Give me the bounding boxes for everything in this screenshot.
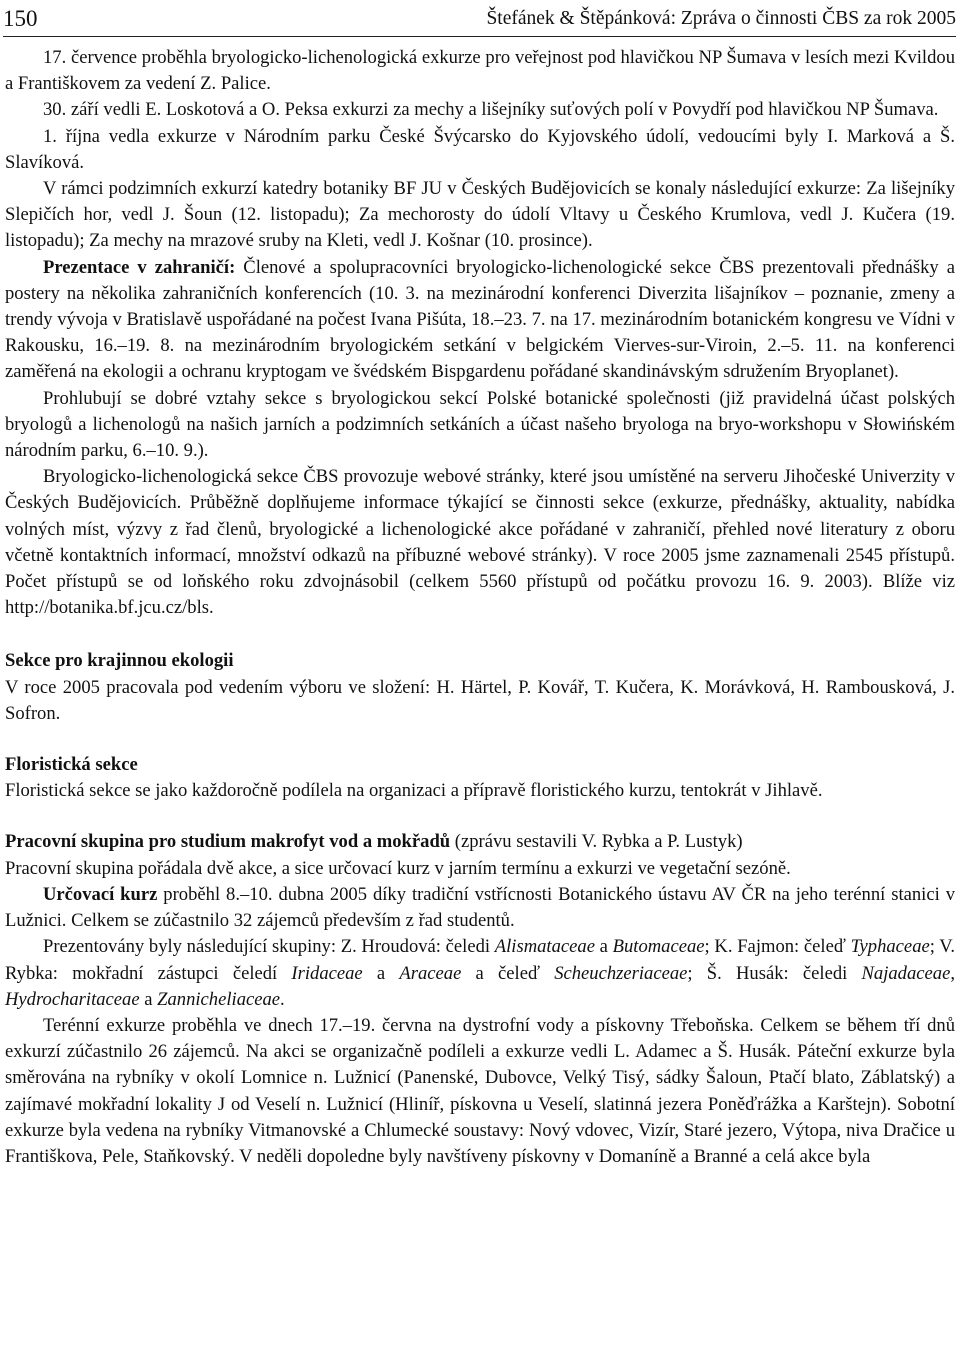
heading-floristic-section: Floristická sekce: [5, 754, 138, 776]
taxon-name: Najadaceae: [861, 962, 951, 984]
article-body: [5, 45, 955, 1170]
taxon-name: Alismataceae: [494, 936, 595, 958]
groups-text: .: [280, 988, 285, 1010]
groups-text: ,: [950, 962, 955, 984]
identification-course-lead: Určovací kurz: [43, 883, 158, 905]
paragraph-polish-relations: Prohlubují se dobré vztahy sekce s bryologickou sekcí Polské botanické společnosti (již pravidelná účast polských bryologů a lichenologů na našich jarních a podzimních setkáních a účast našeho bryologa na bryo-workshopu v Słowińském národním parku, 6.–10. 9.).: [5, 387, 955, 462]
groups-text: ; V. Rybka: mokřadní zástupci čeledí: [5, 936, 955, 984]
paragraph-excursion-sumava: 17. července proběhla bryologicko-lichenologická exkurze pro veřejnost pod hlavičkou NP Šumava v lesích mezi Kvildou a Františkovem za vedení Z. Palice.: [5, 47, 955, 95]
taxon-name: Scheuchzeriaceae: [554, 962, 688, 984]
identification-course-text: proběhl 8.–10. dubna 2005 díky tradiční vstřícnosti Botanického ústavu AV ČR na jeho terénní stanici v Lužnici. Celkem se zúčastnilo 32 zájemců především z řad studentů.: [5, 883, 955, 932]
page-header: [3, 6, 956, 37]
taxon-name: Typhaceae: [850, 936, 930, 958]
groups-text: a čeleď: [461, 962, 555, 984]
groups-text: a: [139, 988, 158, 1010]
groups-text: ; Š. Husák: čeledi: [687, 962, 862, 984]
taxon-name: Araceae: [399, 962, 462, 984]
groups-text: a: [362, 962, 400, 984]
paragraph-presented-groups: [5, 934, 955, 1013]
paragraph-identification-course: [5, 882, 955, 934]
heading-landscape-ecology: Sekce pro krajinnou ekologii: [5, 650, 234, 672]
paragraph-macrophytes-intro: Pracovní skupina pořádala dvě akce, a sice určovací kurz v jarním termínu a exkurzi ve vegetační sezóně.: [5, 857, 791, 879]
paragraph-excursion-povydri: 30. září vedli E. Loskotová a O. Peksa exkurzi za mechy a lišejníky suťových polí v Povydří pod hlavičkou NP Šumava.: [43, 99, 939, 121]
paragraph-presentations-abroad: [5, 255, 955, 386]
running-title: Štefánek & Štěpánková: Zpráva o činnosti ČBS za rok 2005: [486, 8, 956, 29]
heading-macrophytes-group: [5, 829, 955, 855]
paragraph-excursion-ceske-svycarsko: 1. října vedla exkurze v Národním parku České Švýcarsko do Kyjovského údolí, vedoucími byly I. Marková a Š. Slavíková.: [5, 125, 955, 173]
taxon-name: Iridaceae: [291, 962, 363, 984]
groups-text: ; K. Fajmon: čeleď: [704, 936, 851, 958]
page-number: 150: [3, 6, 38, 31]
taxon-name: Zannicheliaceae: [157, 988, 281, 1010]
paragraph-website: Bryologicko-lichenologická sekce ČBS provozuje webové stránky, které jsou umístěné na serveru Jihočeské Univerzity v Českých Budějovicích. Průběžně doplňujeme informace týkající se činnosti sekce (exkurze, přednášky, aktuality, nabídka volných míst, výzvy z řad členů, bryologické a lichenologické akce pořádané v zahraničí, přehled nové literatury z oboru včetně kontaktních informací, množství odkazů na příbuzné webové stránky). V roce 2005 jsme zaznamenali 2545 přístupů. Počet přístupů se od loňského roku zdvojnásobil (celkem 5560 přístupů od počátku provozu 16. 9. 2003). Blíže viz http://botanika.bf.jcu.cz/bls.: [5, 466, 955, 619]
groups-text: Prezentovány byly následující skupiny: Z. Hroudová: čeledi: [43, 936, 495, 958]
taxon-name: Hydrocharitaceae: [5, 988, 140, 1010]
paragraph-autumn-excursions: V rámci podzimních exkurzí katedry botaniky BF JU v Českých Budějovicích se konaly následující exkurze: Za lišejníky Slepičích hor, vedl J. Šoun (12. listopadu); Za mechorosty do údolí Vltavy u Českého Krumlova, vedl J. Kučera (19. listopadu); Za mechy na mrazové sruby na Kleti, vedl J. Košnar (10. prosince).: [5, 178, 955, 252]
paragraph-landscape-ecology: V roce 2005 pracovala pod vedením výboru ve složení: H. Härtel, P. Kovář, T. Kučera, K. Morávková, H. Rambousková, J. Sofron.: [5, 676, 955, 724]
taxon-name: Butomaceae: [612, 936, 705, 958]
macrophytes-heading-title: Pracovní skupina pro studium makrofyt vod a mokřadů: [5, 831, 451, 853]
presentations-abroad-text: Členové a spolupracovníci bryologicko-lichenologické sekce ČBS prezentovali přednášky a postery na několika zahraničních konferencích (10. 3. na mezinárodní konferenci Diverzita lišajníkov – poznanie, zmeny a trendy vývoja v Bratislavě uspořádané na počest Ivana Pišúta, 18.–23. 7. na 17. mezinárodním botanickém kongresu ve Vídni v Rakousku, 16.–19. 8. na mezinárodním bryologickém setkání v belgickém Vierves-sur-Viroin, 2.–5. 11. na konferenci zaměřená na ekologii a ochranu kryptogam ve švédském Bispgardenu pořádané skandinávským sdružením Bryoplanet).: [5, 256, 955, 383]
presentations-abroad-lead: Prezentace v zahraničí:: [43, 256, 236, 278]
groups-text: a: [594, 936, 613, 958]
macrophytes-heading-note: (zprávu sestavili V. Rybka a P. Lustyk): [450, 831, 743, 853]
paragraph-field-trip: Terénní exkurze proběhla ve dnech 17.–19. června na dystrofní vody a pískovny Třeboňska. Celkem se během tří dnů exkurzí zúčastnilo 26 zájemců. Na akci se organizačně podíleli a exkurze vedli L. Adamec a Š. Husák. Páteční exkurze byla směrována na rybníky v okolí Lomnice n. Lužnicí (Panenské, Dubovce, Velký Tisý, sádky Šaloun, Ptačí blato, Záblatský) a zajímavé mokřadní lokality J od Veselí n. Lužnicí (Hliníř, pískovna u Veselí, slatinná jezera Poněďrážka a Karštejn). Sobotní exkurze byla vedena na rybníky Vitmanovské a Chlumecké soustavy: Nový vdovec, Vizír, Staré jezero, Výtopa, niva Dračice u Františkova, Pele, Staňkovský. V neděli dopoledne byly navštíveny pískovny v Domaníně a Branné a celá akce byla: [5, 1014, 955, 1167]
paragraph-floristic-section: Floristická sekce se jako každoročně podílela na organizaci a přípravě floristického kurzu, tentokrát v Jihlavě.: [5, 780, 823, 802]
